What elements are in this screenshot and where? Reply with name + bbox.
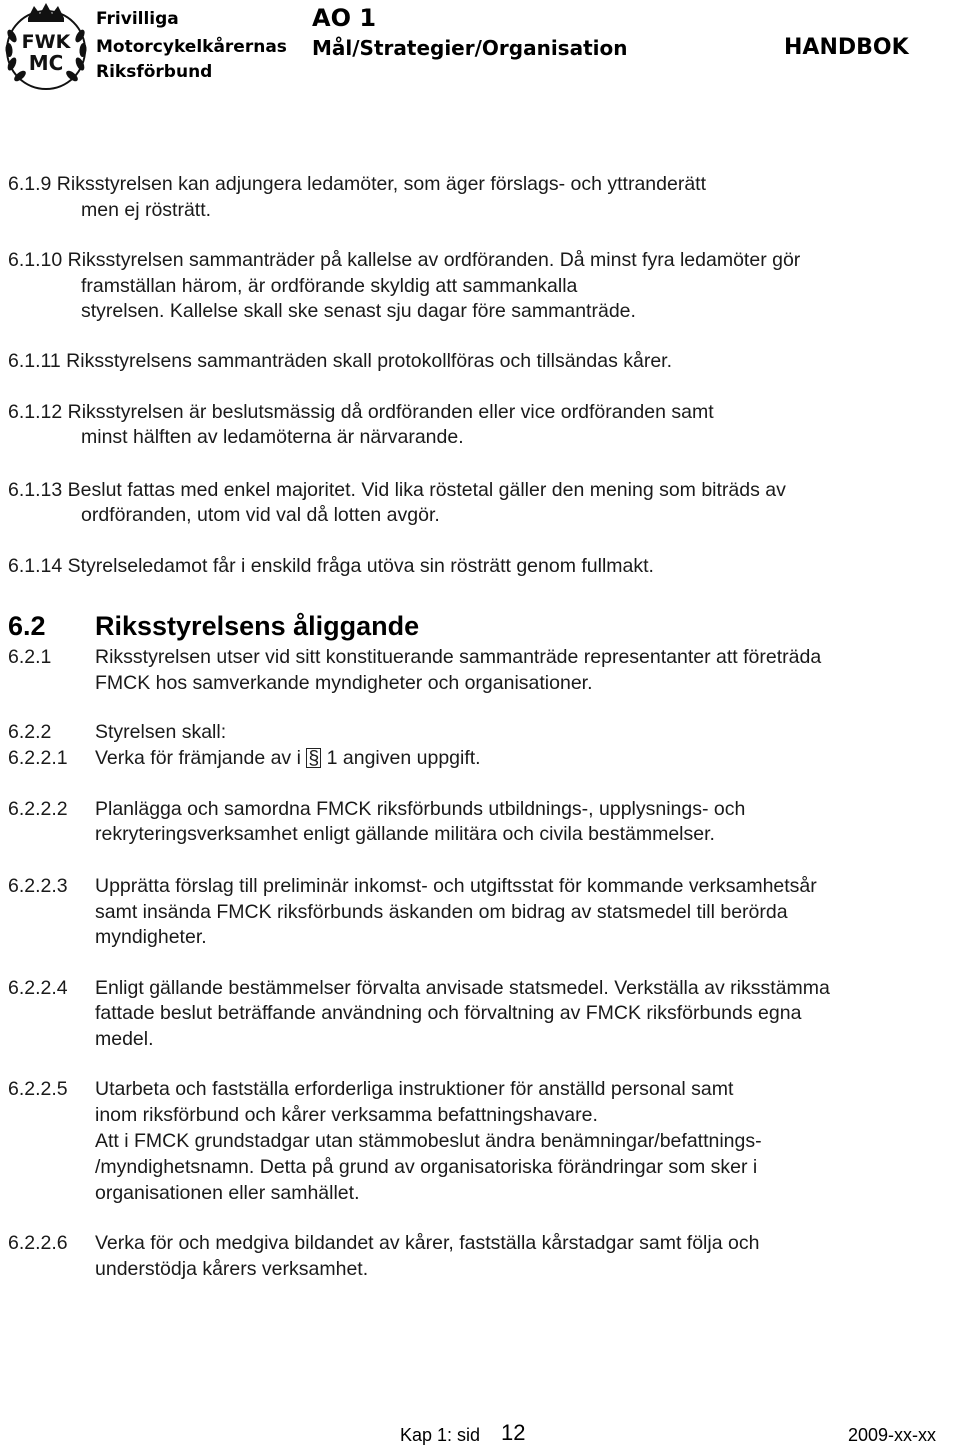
- paragraph-6-2-2-4: Enligt gällande bestämmelser förvalta anvisade statsmedel. Verkställa av riksstämma: [95, 977, 830, 999]
- paragraph-6-1-10-cont-1: framställan härom, är ordförande skyldig att sammankalla: [81, 275, 578, 297]
- org-name-line-3: Riksförbund: [96, 62, 213, 82]
- paragraph-6-2-2-1-text-end: 1 angiven uppgift.: [321, 747, 481, 769]
- paragraph-6-2-2-2-cont: rekryteringsverksamhet enligt gällande militära och civila bestämmelser.: [95, 823, 715, 845]
- paragraph-6-2-2-3: Upprätta förslag till preliminär inkomst- och utgiftsstat för kommande verksamhetsår: [95, 875, 817, 897]
- paragraph-6-2-2-6-number: 6.2.2.6: [8, 1232, 68, 1254]
- org-name-line-1: Frivilliga: [96, 9, 179, 29]
- paragraph-6-2-1-cont: FMCK hos samverkande myndigheter och organisationer.: [95, 672, 593, 694]
- section-6-2-number: 6.2: [8, 611, 46, 641]
- paragraph-6-2-2-number: 6.2.2: [8, 721, 52, 743]
- paragraph-6-1-11: 6.1.11 Riksstyrelsens sammanträden skall protokollföras och tillsändas kårer.: [8, 350, 673, 372]
- paragraph-6-1-12-cont: minst hälften av ledamöterna är närvarande.: [81, 426, 464, 448]
- paragraph-6-2-2: Styrelsen skall:: [95, 721, 227, 743]
- paragraph-6-2-2-6-cont: understödja kårers verksamhet.: [95, 1258, 369, 1280]
- paragraph-6-1-10-cont-2: styrelsen. Kallelse skall ske senast sju dagar före sammanträde.: [81, 300, 636, 322]
- paragraph-6-2-2-4-number: 6.2.2.4: [8, 977, 68, 999]
- document-type: HANDBOK: [784, 35, 909, 60]
- paragraph-6-1-9-cont: men ej rösträtt.: [81, 199, 212, 221]
- paragraph-6-2-2-3-cont-2: myndigheter.: [95, 926, 207, 948]
- paragraph-6-2-2-5-cont-3: /myndighetsnamn. Detta på grund av organisatoriska förändringar som sker i: [95, 1156, 758, 1178]
- paragraph-6-2-2-4-cont-1: fattade beslut beträffande användning och förvaltning av FMCK riksförbunds egna: [95, 1002, 802, 1024]
- paragraph-6-2-2-3-cont-1: samt insända FMCK riksförbunds äskanden om bidrag av statsmedel till berörda: [95, 901, 788, 923]
- paragraph-6-2-2-1: [95, 746, 481, 770]
- document-subject: Mål/Strategier/Organisation: [312, 36, 628, 60]
- paragraph-6-1-10: 6.1.10 Riksstyrelsen sammanträder på kallelse av ordföranden. Då minst fyra ledamöter gör: [8, 249, 801, 271]
- section-6-2-title: Riksstyrelsens åliggande: [95, 611, 420, 641]
- paragraph-6-2-2-3-number: 6.2.2.3: [8, 875, 68, 897]
- paragraph-6-1-12: 6.1.12 Riksstyrelsen är beslutsmässig då ordföranden eller vice ordföranden samt: [8, 401, 714, 423]
- paragraph-6-2-2-5-number: 6.2.2.5: [8, 1078, 68, 1100]
- paragraph-6-2-2-2-number: 6.2.2.2: [8, 798, 68, 820]
- svg-text:MC: MC: [28, 51, 64, 75]
- paragraph-6-2-2-4-cont-2: medel.: [95, 1028, 154, 1050]
- paragraph-6-2-2-5: Utarbeta och fastställa erforderliga instruktioner för anställd personal samt: [95, 1078, 734, 1100]
- paragraph-6-2-2-1-text: Verka för främjande av i: [95, 747, 307, 769]
- footer-chapter-label: Kap 1: sid: [400, 1425, 481, 1445]
- paragraph-6-2-2-5-cont-2: Att i FMCK grundstadgar utan stämmobeslut ändra benämningar/befattnings-: [95, 1130, 762, 1152]
- paragraph-6-2-2-5-cont-1: inom riksförbund och kårer verksamma befattningshavare.: [95, 1104, 598, 1126]
- footer-date: 2009-xx-xx: [848, 1425, 937, 1445]
- paragraph-6-1-13: 6.1.13 Beslut fattas med enkel majoritet. Vid lika röstetal gäller den mening som biträds av: [8, 479, 786, 501]
- paragraph-6-2-1-number: 6.2.1: [8, 646, 52, 668]
- svg-text:FWK: FWK: [21, 31, 71, 53]
- paragraph-6-2-1: Riksstyrelsen utser vid sitt konstituerande sammanträde representanter att företräda: [95, 646, 822, 668]
- org-name-line-2: Motorcykelkårernas: [96, 37, 287, 57]
- footer-page-number: 12: [501, 1420, 526, 1445]
- section-symbol-box: §: [308, 747, 320, 769]
- paragraph-6-1-14: 6.1.14 Styrelseledamot får i enskild fråga utöva sin rösträtt genom fullmakt.: [8, 555, 654, 577]
- paragraph-6-2-2-2: Planlägga och samordna FMCK riksförbunds utbildnings-, upplysnings- och: [95, 798, 746, 820]
- paragraph-6-2-2-1-number: 6.2.2.1: [8, 747, 68, 769]
- paragraph-6-1-13-cont: ordföranden, utom vid val då lotten avgör.: [81, 504, 440, 526]
- paragraph-6-2-2-6: Verka för och medgiva bildandet av kårer, fastställa kårstadgar samt följa och: [95, 1232, 760, 1254]
- paragraph-6-1-9: 6.1.9 Riksstyrelsen kan adjungera ledamöter, som äger förslags- och yttranderätt: [8, 173, 707, 195]
- fmck-logo: [0, 0, 92, 92]
- paragraph-6-2-2-5-cont-4: organisationen eller samhället.: [95, 1182, 360, 1204]
- document-code: AO 1: [312, 4, 377, 32]
